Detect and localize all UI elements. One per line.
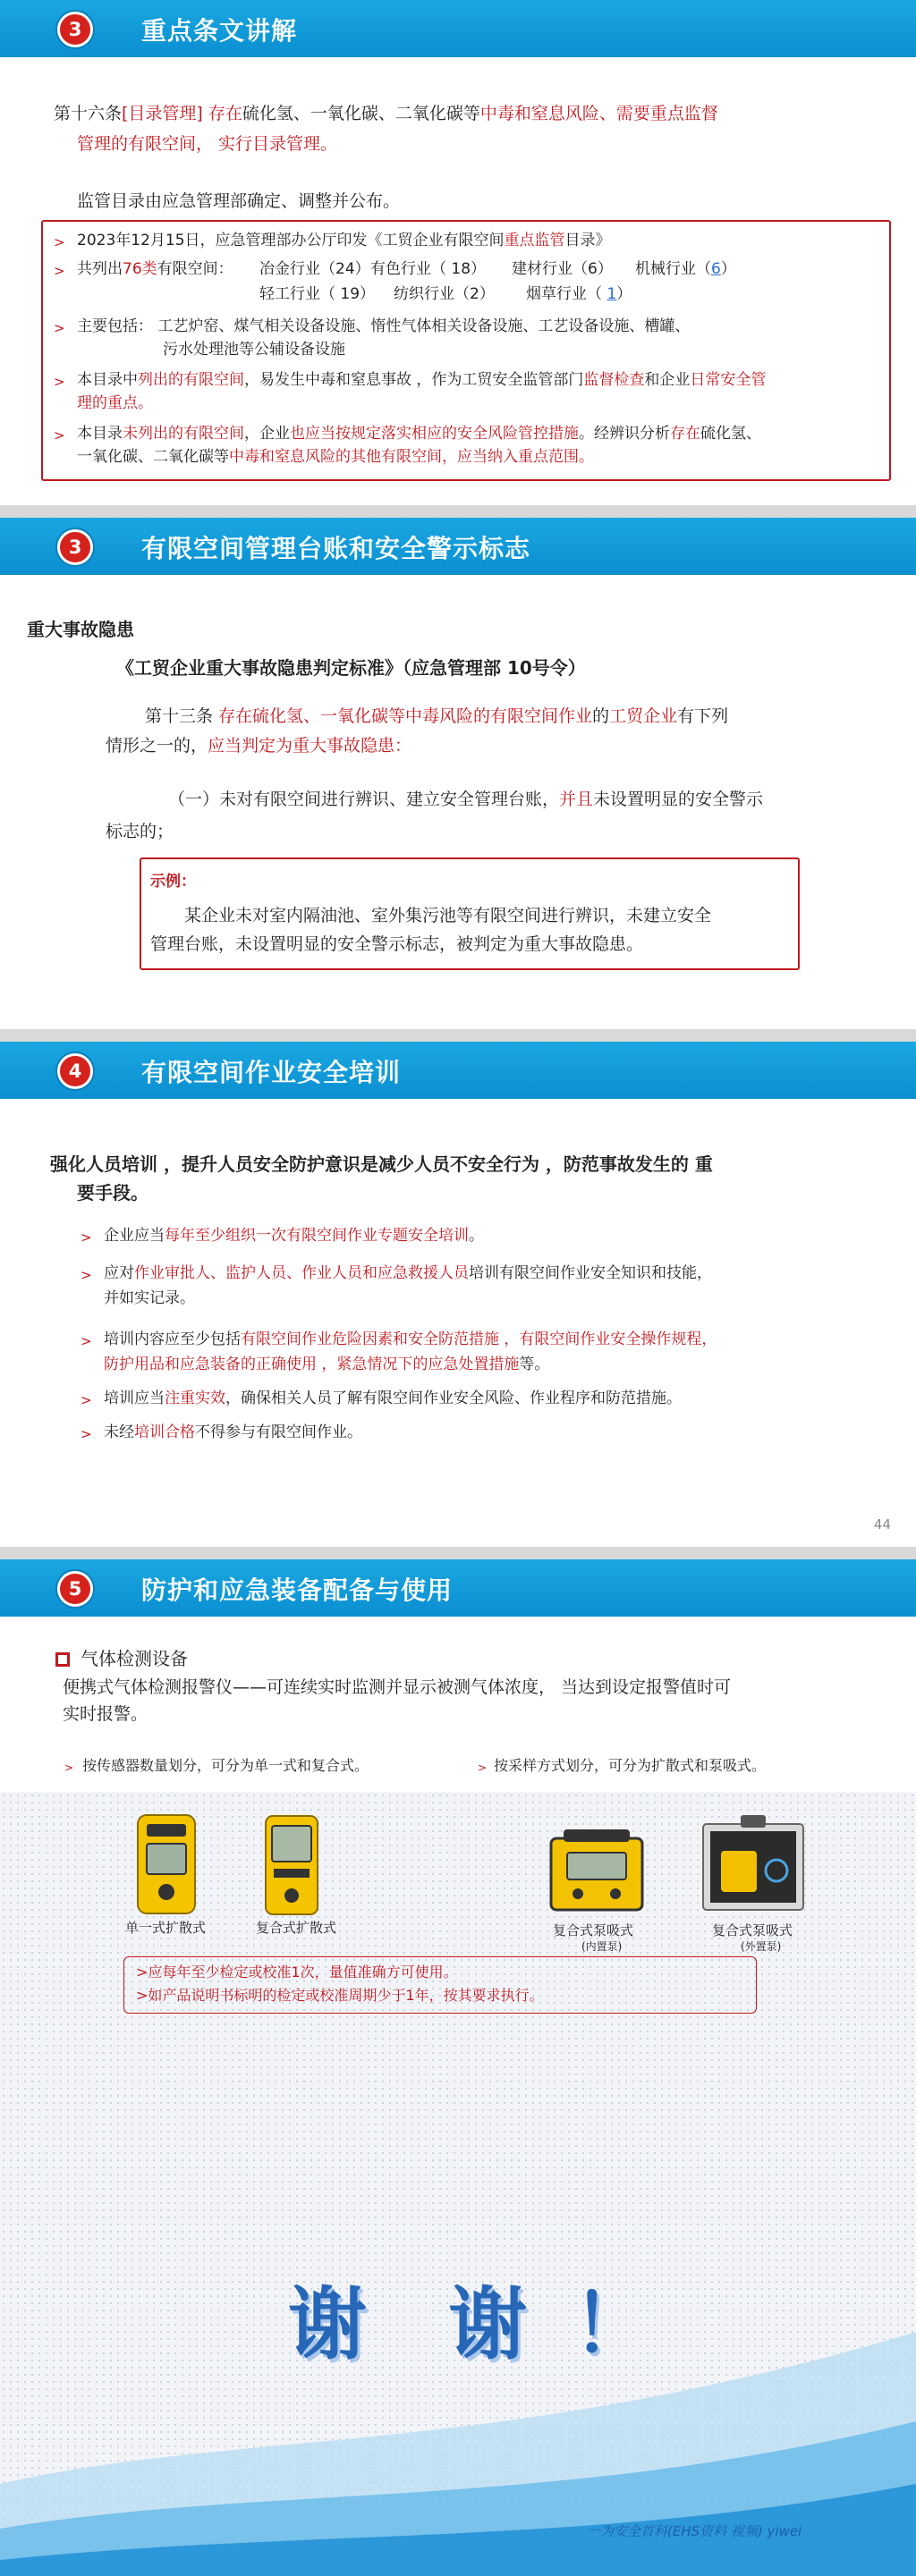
bullet-arrow-icon: > — [54, 263, 65, 279]
catalog-bullet-count: 共列出76类有限空间： — [77, 260, 233, 278]
calibration-note-2: >如产品说明书标明的检定或校准周期少于1年，按其要求执行。 — [136, 1987, 544, 2004]
article-13-line2: 情形之一的，应当判定为重大事故隐患： — [106, 736, 412, 756]
bullet-arrow-icon: > — [64, 1761, 74, 1774]
bullet-arrow-icon: > — [81, 1333, 92, 1349]
bullet-arrow-icon: > — [81, 1267, 92, 1283]
item-1-line2: 标志的； — [106, 822, 174, 841]
slide-title: 防护和应急装备配备与使用 — [141, 1575, 454, 1605]
bullet-arrow-icon: > — [136, 1964, 148, 1981]
square-bullet-icon — [55, 1652, 70, 1667]
section-number-badge: 3 — [57, 529, 93, 565]
bullet-arrow-icon: > — [54, 320, 65, 336]
footer-watermark: 一为安全首科(EHS资料 视频) yiwei — [587, 2523, 802, 2539]
classification-sensors: 按传感器数量划分，可分为单一式和复合式。 — [82, 1757, 369, 1774]
bullet-arrow-icon: > — [81, 1426, 92, 1442]
slide-protective-equipment — [0, 1559, 916, 2064]
training-point-1: 企业应当每年至少组织一次有限空间作业专题安全培训。 — [104, 1227, 484, 1245]
slide-title: 有限空间作业安全培训 — [141, 1058, 402, 1087]
article-16-line3: 监管目录由应急管理部确定、调整并公布。 — [77, 191, 401, 211]
device-label-single-diffusion: 单一式扩散式 — [125, 1920, 207, 1936]
compound-diffusion-detector-image — [263, 1813, 320, 1917]
training-point-2-line2: 并如实记录。 — [104, 1289, 195, 1307]
catalog-bullet-listed-2: 理的重点。 — [77, 394, 153, 412]
slide-banner — [0, 0, 916, 57]
calibration-note-1: >应每年至少检定或校准1次，量值准确方可使用。 — [136, 1964, 458, 1981]
catalog-bullet-unlisted-1: 本目录未列出的有限空间，企业也应当按规定落实相应的安全风险管控措施。经辨识分析存在硫化氢、 — [77, 425, 761, 443]
example-line2: 管理台账，未设置明显的安全警示标志，被判定为重大事故隐患。 — [150, 934, 644, 954]
major-hazard-heading: 重大事故隐患 — [27, 619, 134, 640]
example-line1: 某企业未对室内隔油池、室外集污池等有限空间进行辨识，未建立安全 — [184, 906, 712, 925]
device-label-compound-pump-internal: 复合式泵吸式 — [553, 1922, 634, 1938]
section-gas-detection: 气体检测设备 — [81, 1648, 188, 1669]
training-lead-line2: 要手段。 — [77, 1182, 148, 1204]
bullet-arrow-icon: > — [81, 1392, 92, 1408]
device-label-compound-pump-external: 复合式泵吸式 — [712, 1922, 793, 1938]
catalog-bullet-scope-2: 污水处理池等公辅设备设施 — [163, 341, 345, 359]
slide-banner — [0, 1042, 916, 1099]
standard-title: 《工贸企业重大事故隐患判定标准》（应急管理部 10号令） — [116, 657, 586, 679]
training-point-5: 未经培训合格不得参与有限空间作业。 — [104, 1423, 362, 1441]
slide-banner — [0, 1559, 916, 1617]
catalog-bullet-date: 2023年12月15日，应急管理部办公厅印发《工贸企业有限空间重点监管目录》 — [77, 232, 611, 249]
industries-row2: 轻工行业（ 19） 纺织行业（2） 烟草行业（ 1） — [259, 285, 632, 303]
slide-ledger-warning — [0, 518, 916, 1029]
device-label-compound-diffusion: 复合式扩散式 — [256, 1920, 337, 1936]
device-sublabel-external: (外置泵) — [741, 1940, 782, 1953]
slide-title: 重点条文讲解 — [141, 16, 298, 46]
bullet-arrow-icon: > — [478, 1761, 488, 1774]
article-16-line2: 管理的有限空间， 实行目录管理。 — [77, 134, 338, 154]
compound-pump-internal-detector-image — [547, 1826, 646, 1913]
item-1-line1: （一）未对有限空间进行辨识、建立安全管理台账，并且未设置明显的安全警示 — [168, 790, 764, 809]
training-point-3-line2: 防护用品和应急装备的正确使用 ，紧急情况下的应急处置措施等。 — [104, 1356, 550, 1373]
slide-title: 有限空间管理台账和安全警示标志 — [141, 534, 531, 563]
bullet-arrow-icon: > — [54, 374, 65, 390]
training-point-4: 培训应当注重实效，确保相关人员了解有限空间作业安全风险、作业程序和防范措施。 — [104, 1389, 682, 1407]
catalog-bullet-scope-1: 主要包括： 工艺炉窑、煤气相关设备设施、惰性气体相关设备设施、工艺设备设施、槽罐、 — [77, 317, 691, 335]
slide-safety-training — [0, 1042, 916, 1547]
bullet-arrow-icon: > — [54, 427, 65, 443]
section-number-badge: 4 — [57, 1053, 93, 1089]
bullet-arrow-icon: > — [81, 1229, 92, 1246]
bullet-arrow-icon: > — [136, 1987, 148, 2004]
section-number-badge: 5 — [57, 1571, 93, 1607]
example-label: 示例： — [150, 873, 196, 891]
compound-pump-external-detector-image — [700, 1815, 807, 1913]
page-number: 44 — [873, 1516, 891, 1533]
slide-thank-you — [0, 2064, 916, 2576]
thanks-text: 谢 谢 ！ — [288, 2277, 660, 2370]
catalog-bullet-listed-1: 本目录中列出的有限空间，易发生中毒和窒息事故 ，作为工贸安全监管部门监督检查和企业日常安全管 — [77, 371, 767, 389]
detector-description-line2: 实时报警。 — [63, 1704, 148, 1724]
training-point-3-line1: 培训内容应至少包括有限空间作业危险因素和安全防范措施 ，有限空间作业安全操作规程， — [104, 1330, 717, 1348]
single-diffusion-detector-image — [134, 1812, 199, 1917]
article-13-line1: 第十三条 存在硫化氢、一氧化碳等中毒风险的有限空间作业的工贸企业有下列 — [145, 706, 729, 726]
slide-key-articles — [0, 0, 916, 505]
device-sublabel-internal: (内置泵) — [581, 1940, 623, 1953]
section-number-badge: 3 — [57, 12, 93, 47]
training-point-2-line1: 应对作业审批人、监护人员、作业人员和应急救援人员培训有限空间作业安全知识和技能， — [104, 1264, 712, 1282]
catalog-bullet-unlisted-2: 一氧化碳、二氧化碳等中毒和窒息风险的其他有限空间，应当纳入重点范围。 — [77, 448, 594, 466]
industries-row1: 冶金行业（24）有色行业（ 18） 建材行业（6） 机械行业（6） — [259, 260, 736, 278]
bullet-arrow-icon: > — [54, 234, 65, 250]
classification-sampling: 按采样方式划分，可分为扩散式和泵吸式。 — [494, 1757, 767, 1774]
training-lead-line1: 强化人员培训 ，提升人员安全防护意识是减少人员不安全行为 ，防范事故发生的 重 — [50, 1153, 713, 1175]
article-16-line1: 第十六条[目录管理] 存在硫化氢、一氧化碳、二氧化碳等中毒和窒息风险、需要重点监督 — [54, 104, 718, 123]
slide-banner — [0, 518, 916, 575]
detector-description-line1: 便携式气体检测报警仪——可连续实时监测并显示被测气体浓度， 当达到设定报警值时可 — [63, 1677, 732, 1697]
